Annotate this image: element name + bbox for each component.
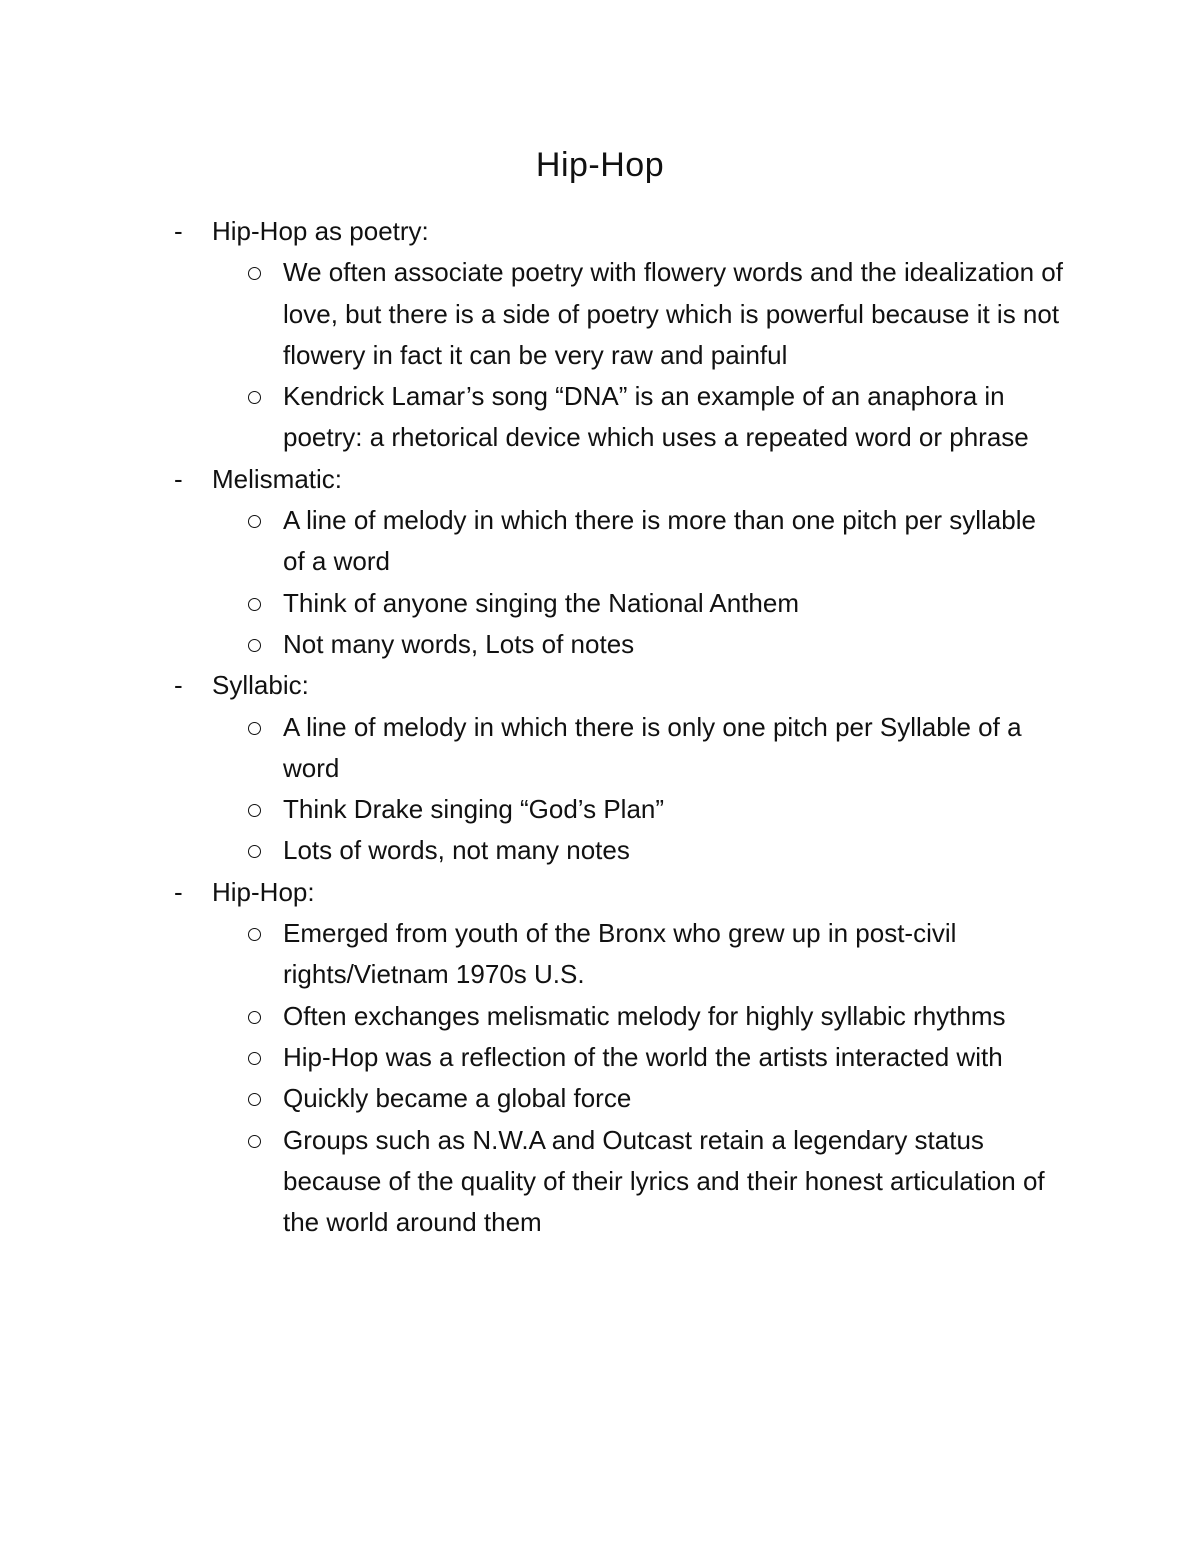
section-syllabic	[172, 665, 1072, 871]
list-item	[172, 376, 1063, 459]
section-heading-text: Hip-Hop:	[212, 876, 315, 907]
sub-list	[172, 500, 1072, 665]
circle-bullet-icon	[248, 391, 261, 404]
circle-bullet-icon	[248, 1135, 261, 1148]
section-hip-hop-as-poetry	[172, 211, 1072, 459]
dash-bullet-icon: -	[174, 216, 183, 246]
circle-bullet-icon	[248, 1093, 261, 1106]
list-item	[172, 583, 1063, 624]
dash-bullet-icon: -	[174, 463, 183, 494]
list-item	[172, 996, 1063, 1037]
list-item-text: Lots of words, not many notes	[283, 835, 630, 866]
section-heading	[172, 872, 1072, 913]
section-melismatic	[172, 459, 1072, 665]
list-item-text: We often associate poetry with flowery words and the idealization of love, but there is a side of poetry which is powerful because it is not flowery in fact it can be very raw and painful	[283, 257, 1063, 370]
list-item-text: Hip-Hop was a reflection of the world the artists interacted with	[283, 1041, 1003, 1072]
section-heading	[172, 211, 1072, 252]
circle-bullet-icon	[248, 1052, 261, 1065]
list-item-text: A line of melody in which there is only one pitch per Syllable of a word	[283, 711, 1022, 783]
circle-bullet-icon	[248, 804, 261, 817]
document-title: Hip-Hop	[535, 146, 665, 184]
circle-bullet-icon	[248, 598, 261, 611]
list-item-text: Think of anyone singing the National Anthem	[283, 587, 800, 618]
circle-bullet-icon	[248, 1011, 261, 1024]
section-heading	[172, 665, 1072, 706]
sub-list	[172, 252, 1072, 458]
list-item-text: Think Drake singing “God’s Plan”	[283, 794, 665, 825]
list-item	[172, 707, 1063, 790]
list-item	[172, 624, 1063, 665]
list-item-text: Often exchanges melismatic melody for highly syllabic rhythms	[283, 1000, 1006, 1031]
section-heading-text: Syllabic:	[212, 670, 309, 701]
dash-bullet-icon: -	[174, 876, 183, 907]
list-item	[172, 1037, 1063, 1078]
dash-bullet-icon: -	[174, 670, 183, 701]
list-item	[172, 252, 1063, 376]
list-item	[172, 913, 1063, 996]
circle-bullet-icon	[248, 267, 261, 280]
sub-list	[172, 913, 1072, 1243]
list-item-text: Quickly became a global force	[283, 1083, 632, 1114]
section-heading-text: Melismatic:	[212, 463, 343, 494]
circle-bullet-icon	[248, 639, 261, 652]
list-item-text: Kendrick Lamar’s song “DNA” is an example of an anaphora in poetry: a rhetorical device which uses a repeated word or phrase	[283, 381, 1029, 453]
circle-bullet-icon	[248, 845, 261, 858]
list-item	[172, 830, 1063, 871]
notes-outline	[172, 211, 1072, 1243]
list-item	[172, 1078, 1063, 1119]
list-item-text: Groups such as N.W.A and Outcast retain a legendary status because of the quality of their lyrics and their honest articulation of the world around them	[283, 1124, 1045, 1238]
sub-list	[172, 707, 1072, 872]
list-item-text: Not many words, Lots of notes	[283, 628, 635, 659]
list-item-text: Emerged from youth of the Bronx who grew up in post-civil rights/Vietnam 1970s U.S.	[283, 918, 957, 990]
section-heading-text: Hip-Hop as poetry:	[212, 216, 429, 246]
section-hip-hop	[172, 872, 1072, 1244]
list-item	[172, 1120, 1063, 1244]
circle-bullet-icon	[248, 928, 261, 941]
list-item-text: A line of melody in which there is more than one pitch per syllable of a word	[283, 505, 1036, 577]
circle-bullet-icon	[248, 515, 261, 528]
list-item	[172, 789, 1063, 830]
section-heading	[172, 459, 1072, 500]
circle-bullet-icon	[248, 722, 261, 735]
list-item	[172, 500, 1063, 583]
